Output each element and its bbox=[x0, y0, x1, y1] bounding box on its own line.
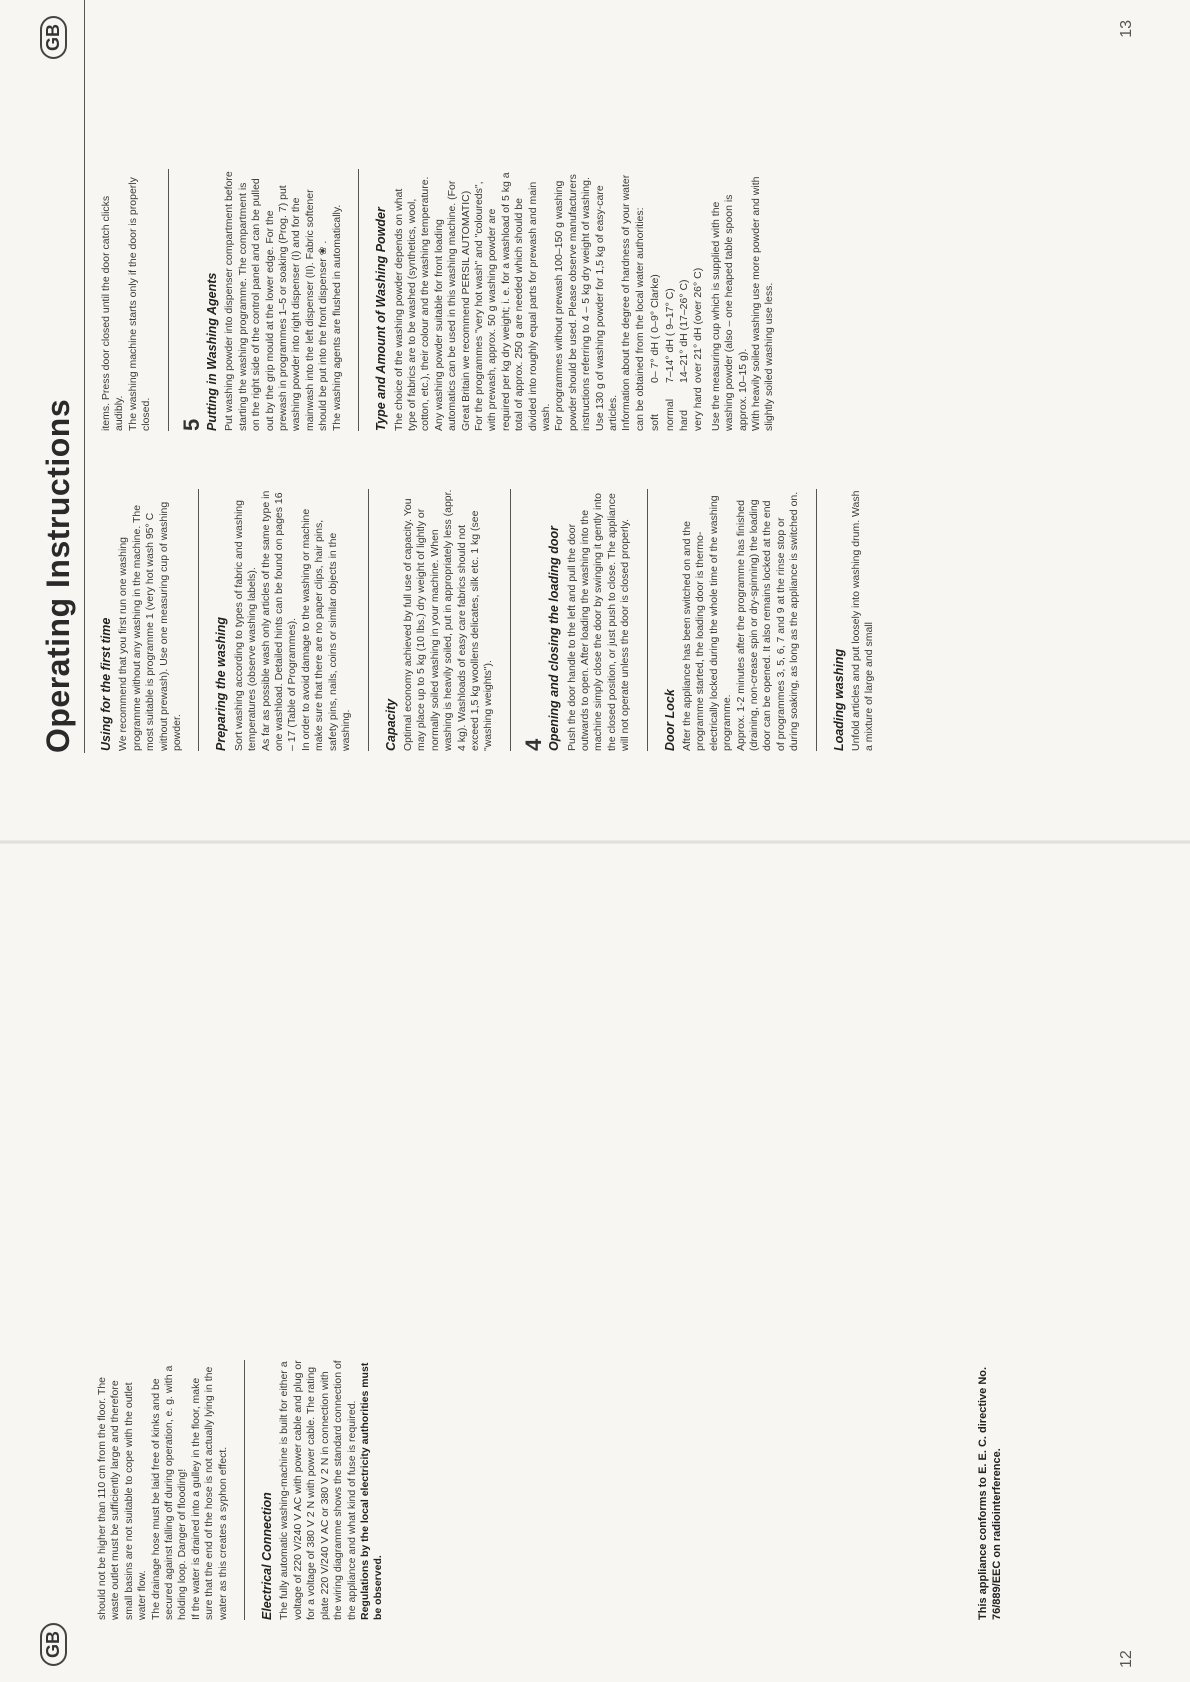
loading-text: Unfold articles and put loosely into washing drum. Wash a mixture of large and small bbox=[850, 490, 876, 751]
door-text: Push the door handle to the left and pull the door outwards to open. After loading the washing into the machine simply close the door by swinging it gently into the closed position, or just push to close. The appliance will not operate unless the door is closed properly. bbox=[565, 493, 632, 751]
hardness-label: very hard bbox=[692, 387, 705, 431]
page-number-12: 12 bbox=[1118, 1650, 1135, 1668]
right-column-2 bbox=[100, 169, 777, 431]
door-lock-heading: Door Lock bbox=[662, 689, 677, 751]
regulations-text: Regulations by the local electricity authorities must be observed. bbox=[358, 1362, 385, 1620]
left-column bbox=[96, 1360, 386, 1620]
divider bbox=[168, 169, 169, 431]
hardness-label: hard bbox=[678, 409, 691, 431]
powder-paragraph-2: For the programmes "very hot wash" and "coloureds", with prewash, approx. 50 g washing powder are required per kg dry weight; i. e. for a washload of 5 kg a total of approx. 250 g are needed which should be divided into roughly equal parts for prewash and main wash. bbox=[472, 172, 552, 431]
gb-badge-left: GB bbox=[40, 1623, 67, 1666]
electrical-connection-heading: Electrical Connection bbox=[260, 1492, 275, 1620]
page-number-13: 13 bbox=[1118, 20, 1135, 38]
divider bbox=[816, 489, 817, 751]
divider bbox=[510, 489, 511, 751]
first-time-text: We recommend that you first run one washing programme without any washing in the machine. The most suitable is programme 1 (very hot wash 95° C without prewash). Use one measuring cup of washing powder. bbox=[117, 501, 184, 751]
powder-paragraph-5: Use the measuring cup which is supplied with the washing powder (also – one heaped table spoon is approx. 10–15 g). bbox=[709, 194, 749, 431]
step-5-number: 5 bbox=[178, 418, 204, 431]
washing-agents-paragraph-1: Put washing powder into dispenser compartment before starting the washing programme. The compartment is on the right side of the control panel and can be pulled out by the grip mould at the lower edge. For the prewash in programmes 1–5 or soaking (Prog. 7) put washing powder into right dispenser (I) and for the mainwash into the left dispenser (II). Fabric softener should be put into the front dispenser ❀ . bbox=[223, 171, 330, 431]
divider bbox=[358, 169, 359, 431]
powder-paragraph-1: The choice of the washing powder depends on what type of fabrics are to be washed (synthetics, wool, cotton, etc.), their colour and the washing temperature. Any washing powder suitable for front loading automatics can be used in this washing machine. (For Great Britain we recommend PERSIL AUTOMATIC) bbox=[392, 176, 472, 431]
door-lock-paragraph-1: After the appliance has been switched on and the programme started, the loading door is thermo-electrically locked during the whole time of the washing programme. bbox=[681, 495, 734, 751]
door-heading: Opening and closing the loading door bbox=[547, 526, 562, 751]
preparing-heading: Preparing the washing bbox=[214, 616, 229, 751]
preparing-paragraph-1: Sort washing according to types of fabric and washing temperatures (observe washing labels). bbox=[232, 500, 259, 751]
washing-agents-heading: Putting in Washing Agents bbox=[205, 272, 220, 431]
hardness-label: normal bbox=[663, 398, 676, 431]
electrical-connection-text: The fully automatic washing-machine is built for either a voltage of 220 V/240 V AC with power cable and plug or for a voltage of 380 V 2 N with power cable. The rating plate 220 V/240 V AC or 380 V 2 N in connection with the wiring diagramme shows the standard connection of the appliance and what kind of fuse is required. bbox=[278, 1360, 358, 1620]
conformity-notice: This appliance conforms to E. E. C. directive No. 76/889/EEC on radiointerference. bbox=[977, 1366, 1003, 1620]
divider bbox=[368, 489, 369, 751]
divider bbox=[198, 489, 199, 751]
hardness-label: soft bbox=[649, 414, 662, 431]
drainage-paragraph-1: should not be higher than 110 cm from the floor. The waste outlet must be sufficiently large and therefore small basins are not suitable to cope with the outlet water flow. bbox=[96, 1376, 149, 1620]
capacity-heading: Capacity bbox=[383, 698, 398, 751]
hardness-value: 7–14° dH ( 9–17° C) bbox=[663, 288, 676, 383]
page-title: Operating Instructions bbox=[40, 398, 76, 753]
step-4-number: 4 bbox=[520, 738, 546, 751]
loading-heading: Loading washing bbox=[831, 648, 846, 751]
gb-badge-right: GB bbox=[40, 16, 67, 59]
hardness-value: 0– 7° dH ( 0–9° Clarke) bbox=[649, 274, 662, 383]
hardness-value: 14–21° dH (17–26° C) bbox=[678, 279, 691, 383]
capacity-text: Optimal economy achieved by full use of capacity. You may place up to 5 kg (10 lbs.) dry weight of lightly or normally soiled washing in your machine. When washing is heavily soiled, put in appropriately less (appr. 4 kg). Washloads of easy care fabrics should not exceed 1,5 kg woollens delicates, silk etc. 1 kg (see "washing weights"). bbox=[401, 489, 495, 751]
preparing-paragraph-3: In order to avoid damage to the washing or machine make sure that there are no paper clips, hair pins, safety pins, nails, coins or similar objects in the washing. bbox=[299, 508, 353, 751]
page-12 bbox=[0, 841, 1190, 1682]
first-time-heading: Using for the first time bbox=[99, 617, 113, 751]
title-rule bbox=[84, 0, 85, 753]
divider bbox=[647, 489, 648, 751]
drainage-paragraph-3: If the water is drained into a gulley in the floor, make sure that the end of the hose is not actually lying in the water as this creates a syphon effect. bbox=[189, 1366, 229, 1620]
powder-paragraph-3: For programmes without prewash 100–150 g washing powder should be used. Please observe manufacturers instructions referring to 4 – 5 kg dry weight of washing. Use 130 g of washing powder for 1,5 kg of easy-care articles. bbox=[553, 174, 619, 431]
powder-paragraph-4: Information about the degree of hardness of your water can be obtained from the local water authorities: bbox=[620, 174, 646, 431]
door-closed-text: The washing machine starts only if the door is properly closed. bbox=[126, 177, 153, 431]
divider bbox=[244, 1360, 245, 1620]
drainage-paragraph-2: The drainage hose must be laid free of kinks and be secured against falling off during operation, e. g. with a holding loop. Danger of flooding! bbox=[149, 1365, 189, 1620]
powder-paragraph-6: With heavily soiled washing use more powder and with slightly soiled washing use less. bbox=[750, 176, 776, 431]
preparing-paragraph-2: As far as possible wash only articles of the same type in one washload. Detailed hints can be found on pages 16 – 17 (Table of Programmes). bbox=[259, 490, 299, 751]
door-catch-text: items. Press door closed until the door catch clicks audibly. bbox=[100, 195, 126, 431]
washing-agents-paragraph-2: The washing agents are flushed in automatically. bbox=[330, 204, 343, 431]
washing-powder-heading: Type and Amount of Washing Powder bbox=[374, 207, 389, 431]
water-hardness-table bbox=[649, 169, 706, 431]
hardness-value: over 21° dH (over 26° C) bbox=[692, 267, 705, 383]
door-lock-paragraph-2: Approx. 1-2 minutes after the programme has finished (draining, non-crease spin or dry-spinning) the loading door can be opened. It also remains locked at the end of programmes 3, 5, 6, 7 and 9 at the rinse stop or during soaking, as long as the appliance is switched on. bbox=[734, 491, 801, 751]
right-column-1 bbox=[100, 489, 877, 751]
